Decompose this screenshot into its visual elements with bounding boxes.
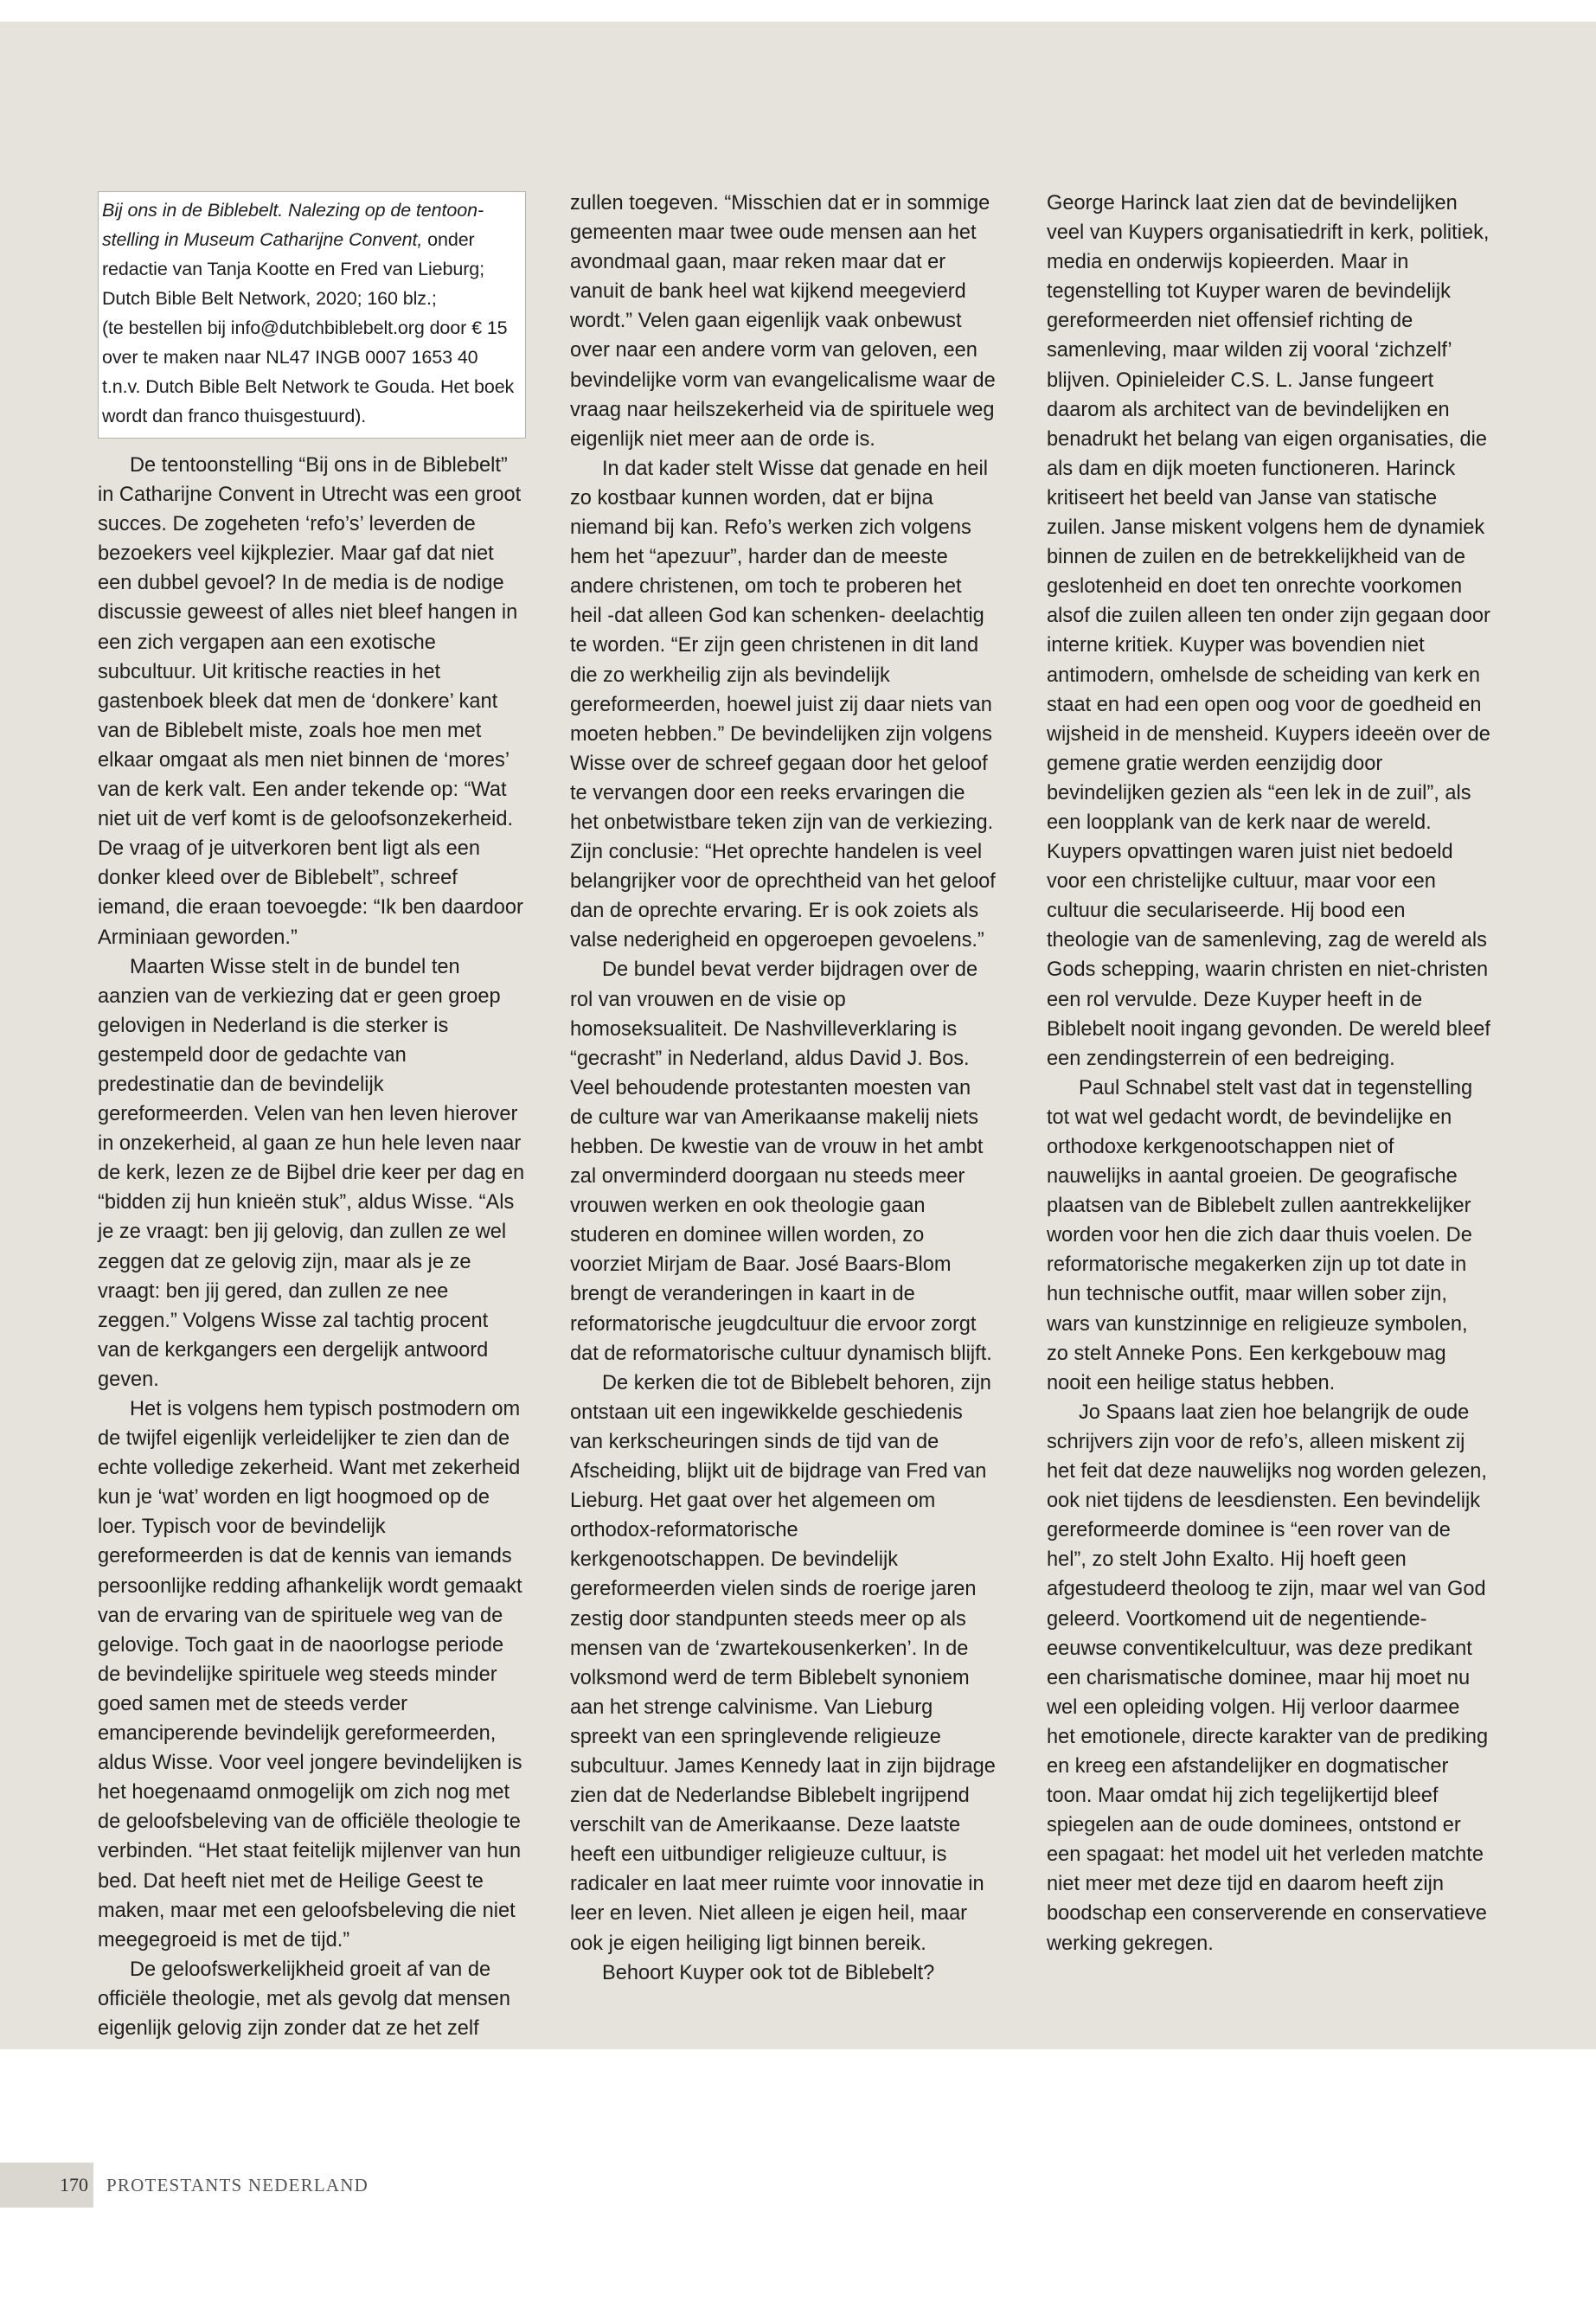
paragraph: Jo Spaans laat zien hoe belangrijk de oude schrijvers zijn voor de refo’s, alleen miskent zij het feit dat deze nauwelijks nog worden gelezen, ook niet tijdens de leesdiensten. Een bevindelijk gereformeerde dominee is “een rover van de hel”, zo stelt John Exalto. Hij hoeft geen afgestudeerd theoloog te zijn, maar wel van God geleerd. Voortkomend uit de negentiende-eeuwse conventikelcultuur, was deze predikant een charismatische dominee, maar hij moet nu wel een opleiding volgen. Hij verloor daarmee het emotionele, directe karakter van de prediking en kreeg een afstandelijker en dogmatischer toon. Maar omdat hij zich tegelijkertijd bleef spiegelen aan de oude dominees, ontstond er een spagaat: het model uit het verleden matchte niet meer met deze tijd en daarom heeft zijn boodschap een conserverende en conservatieve werking gekregen. — [1047, 1400, 1489, 1955]
book-editors: onder redactie van Tanja Kootte en Fred van Lieburg; Dutch Bible Belt Network, 2020; 160 blz.; — [102, 229, 485, 309]
paragraph: Het is volgens hem typisch postmodern om de twijfel eigenlijk verleidelijker te zien dan de echte volledige zekerheid. Want met zekerheid kun je ‘wat’ worden en ligt hoogmoed op de loer. Typisch voor de bevindelijk gereformeerden is dat de kennis van iemands persoonlijke redding afhankelijk wordt gemaakt van de ervaring van de spirituele weg van de gelovige. Toch gaat in de naoorlogse periode de bevindelijke spirituele weg steeds minder goed samen met de steeds verder emanciperende bevindelijk gereformeerden, aldus Wisse. Voor veel jongere bevindelijken is het hoegenaamd onmogelijk om zich nog met de geloofsbeleving van de officiële theologie te verbinden. “Het staat feitelijk mijlenver van hun bed. Dat heeft niet met de Heilige Geest te maken, maar met een geloofsbeleving die niet meegegroeid is met de tijd.” — [98, 1398, 522, 1952]
paragraph: De kerken die tot de Biblebelt behoren, zijn ontstaan uit een ingewikkelde geschiedenis van kerkscheuringen sinds de tijd van de Afscheiding, blijkt uit de bijdrage van Fred van Lieburg. Het gaat over het algemeen om orthodox-reformatorische kerkgenootschappen. De bevindelijk gereformeerden vielen sinds de roerige jaren zestig door standpunten steeds meer op als mensen van de ‘zwartekousenkerken’. In de volksmond werd de term Biblebelt synoniem aan het strenge calvinisme. Van Lieburg spreekt van een springlevende religieuze subcultuur. James Kennedy laat in zijn bijdrage zien dat de Nederlandse Biblebelt ingrijpend verschilt van de Amerikaanse. Deze laatste heeft een uitbundiger religieuze cultuur, is radicaler en laat meer ruimte voor innovatie in leer en leven. Niet alleen je eigen heil, maar ook je eigen heiliging ligt binnen bereik. — [570, 1371, 996, 1955]
book-order-info: (te bestellen bij info@dutchbiblebelt.org door € 15 over te maken naar NL47 INGB 0007 1653 40 t.n.v. Dutch Bible Belt Network te Gouda. Het boek wordt dan franco thuisgestuurd). — [102, 317, 515, 426]
book-info-box — [98, 191, 526, 439]
paragraph: zullen toegeven. “Misschien dat er in sommige gemeenten maar twee oude mensen aan het avondmaal gaan, maar reken maar dat er vanuit de bank heel wat kijkend meegevierd wordt.” Velen gaan eigenlijk vaak onbewust over naar een andere vorm van geloven, een bevindelijke vorm van evangelicalisme waar de vraag naar heilszekerheid via de spirituele weg eigenlijk niet meer aan de orde is. — [570, 192, 996, 451]
book-title: Bij ons in de Biblebelt. Nalezing op de tentoon-stelling in Museum Catharijne Convent, — [102, 200, 484, 250]
column-3 — [1047, 189, 1493, 1958]
paragraph: Paul Schnabel stelt vast dat in tegenstelling tot wat wel gedacht wordt, de bevindelijke en orthodoxe kerkgenootschappen niet of nauwelijks in aantal groeien. De geografische plaatsen van de Biblebelt zullen aantrekkelijker worden voor hen die zich daar thuis voelen. De reformatorische megakerken zijn up tot date in hun technische outfit, maar willen sober zijn, wars van kunstzinnige en religieuze symbolen, zo stelt Anneke Pons. Een kerkgebouw mag nooit een heilige status hebben. — [1047, 1076, 1473, 1394]
paragraph: De geloofswerkelijkheid groeit af van de officiële theologie, met als gevolg dat mensen eigenlijk gelovig zijn zonder dat ze het zelf — [98, 1958, 510, 2040]
content-panel — [0, 22, 1596, 2049]
column-2 — [570, 189, 998, 1988]
column-1 — [98, 191, 526, 2043]
page-footer — [0, 2163, 1596, 2208]
paragraph: George Harinck laat zien dat de bevindelijken veel van Kuypers organisatiedrift in kerk, politiek, media en onderwijs kopieerden. Maar in tegenstelling tot Kuyper waren de bevindelijk gereformeerden niet offensief richting de samenleving, maar wilden zij vooral ‘zichzelf’ blijven. Opinieleider C.S. L. Janse fungeert daarom als architect van de bevindelijken en benadrukt het belang van eigen organisaties, die als dam en dijk moeten functioneren. Harinck kritiseert het beeld van Janse van statische zuilen. Janse miskent volgens hem de dynamiek binnen de zuilen en de betrekkelijkheid van de geslotenheid en doet ten onrechte voorkomen alsof die zuilen alleen ten onder zijn gegaan door interne kritiek. Kuyper was bovendien niet antimodern, omhelsde de scheiding van kerk en staat en had een open oog voor de goedheid en wijsheid in de mensheid. Kuypers ideeën over de gemene gratie werden eenzijdig door bevindelijken gezien als “een lek in de zuil”, als een loopplank van de kerk naar de wereld. Kuypers opvattingen waren juist niet bedoeld voor een christelijke cultuur, maar voor een cultuur die seculariseerde. Hij bood een theologie van de samenleving, zag de wereld als Gods schepping, waarin christen en niet-christen een rol vervulde. Deze Kuyper heeft in de Biblebelt nooit ingang gevonden. De wereld bleef een zendingsterrein of een bedreiging. — [1047, 192, 1490, 1070]
paragraph: Maarten Wisse stelt in de bundel ten aanzien van de verkiezing dat er geen groep gelovigen in Nederland is die sterker is gestempeld door de gedachte van predestinatie dan de bevindelijk gereformeerden. Velen van hen leven hierover in onzekerheid, al gaan ze hun hele leven naar de kerk, lezen ze de Bijbel drie keer per dag en “bidden zij hun knieën stuk”, aldus Wisse. “Als je ze vraagt: ben jij gelovig, dan zullen ze wel zeggen dat ze gelovig zijn, maar als je ze vraagt: ben jij gered, dan zullen ze nee zeggen.” Volgens Wisse zal tachtig procent van de kerkgangers een dergelijk antwoord geven. — [98, 955, 525, 1391]
page-number: 170 — [0, 2163, 93, 2208]
magazine-name: PROTESTANTS NEDERLAND — [106, 2175, 369, 2195]
paragraph: De tentoonstelling “Bij ons in de Biblebelt” in Catharijne Convent in Utrecht was een groot succes. De zogeheten ‘refo’s’ leverden de bezoekers veel kijkplezier. Maar gaf dat niet een dubbel gevoel? In de media is de nodige discussie geweest of alles niet bleef hangen in een zich vergapen aan een exotische subcultuur. Uit kritische reacties in het gastenboek bleek dat men de ‘donkere’ kant van de Biblebelt miste, zoals hoe men met elkaar omgaat als men niet binnen de ‘mores’ van de kerk valt. Een ander tekende op: “Wat niet uit de verf komt is de geloofsonzekerheid. De vraag of je uitverkoren bent ligt als een donker kleed over de Biblebelt”, schreef iemand, die eraan toevoegde: “Ik ben daardoor Arminiaan geworden.” — [98, 454, 523, 949]
paragraph: In dat kader stelt Wisse dat genade en heil zo kostbaar kunnen worden, dat er bijna niemand bij kan. Refo’s werken zich volgens hem het “apezuur”, harder dan de meeste andere christenen, om toch te proberen het heil -dat alleen God kan schenken- deelachtig te worden. “Er zijn geen christenen in dit land die zo werkheilig zijn als bevindelijk gereformeerden, hoewel juist zij daar niets van moeten hebben.” De bevindelijken zijn volgens Wisse over de schreef gegaan door het geloof te vervangen door een reeks ervaringen die het onbetwistbare teken zijn van de verkiezing. Zijn conclusie: “Het oprechte handelen is veel belangrijker voor de oprechtheid van het geloof dan de oprechte ervaring. Er is ook zoiets als valse nederigheid en opgeroepen gevoelens.” — [570, 457, 996, 952]
paragraph: De bundel bevat verder bijdragen over de rol van vrouwen en de visie op homoseksualiteit. De Nashvilleverklaring is “gecrasht” in Nederland, aldus David J. Bos. Veel behoudende protestanten moesten van de culture war van Amerikaanse makelij niets hebben. De kwestie van de vrouw in het ambt zal onverminderd doorgaan nu steeds meer vrouwen werken en ook theologie gaan studeren en dominee willen worden, zo voorziet Mirjam de Baar. José Baars-Blom brengt de veranderingen in kaart in de reformatorische jeugdcultuur die ervoor zorgt dat de reformatorische cultuur dynamisch blijft. — [570, 958, 992, 1365]
paragraph: Behoort Kuyper ook tot de Biblebelt? — [602, 1961, 935, 1984]
